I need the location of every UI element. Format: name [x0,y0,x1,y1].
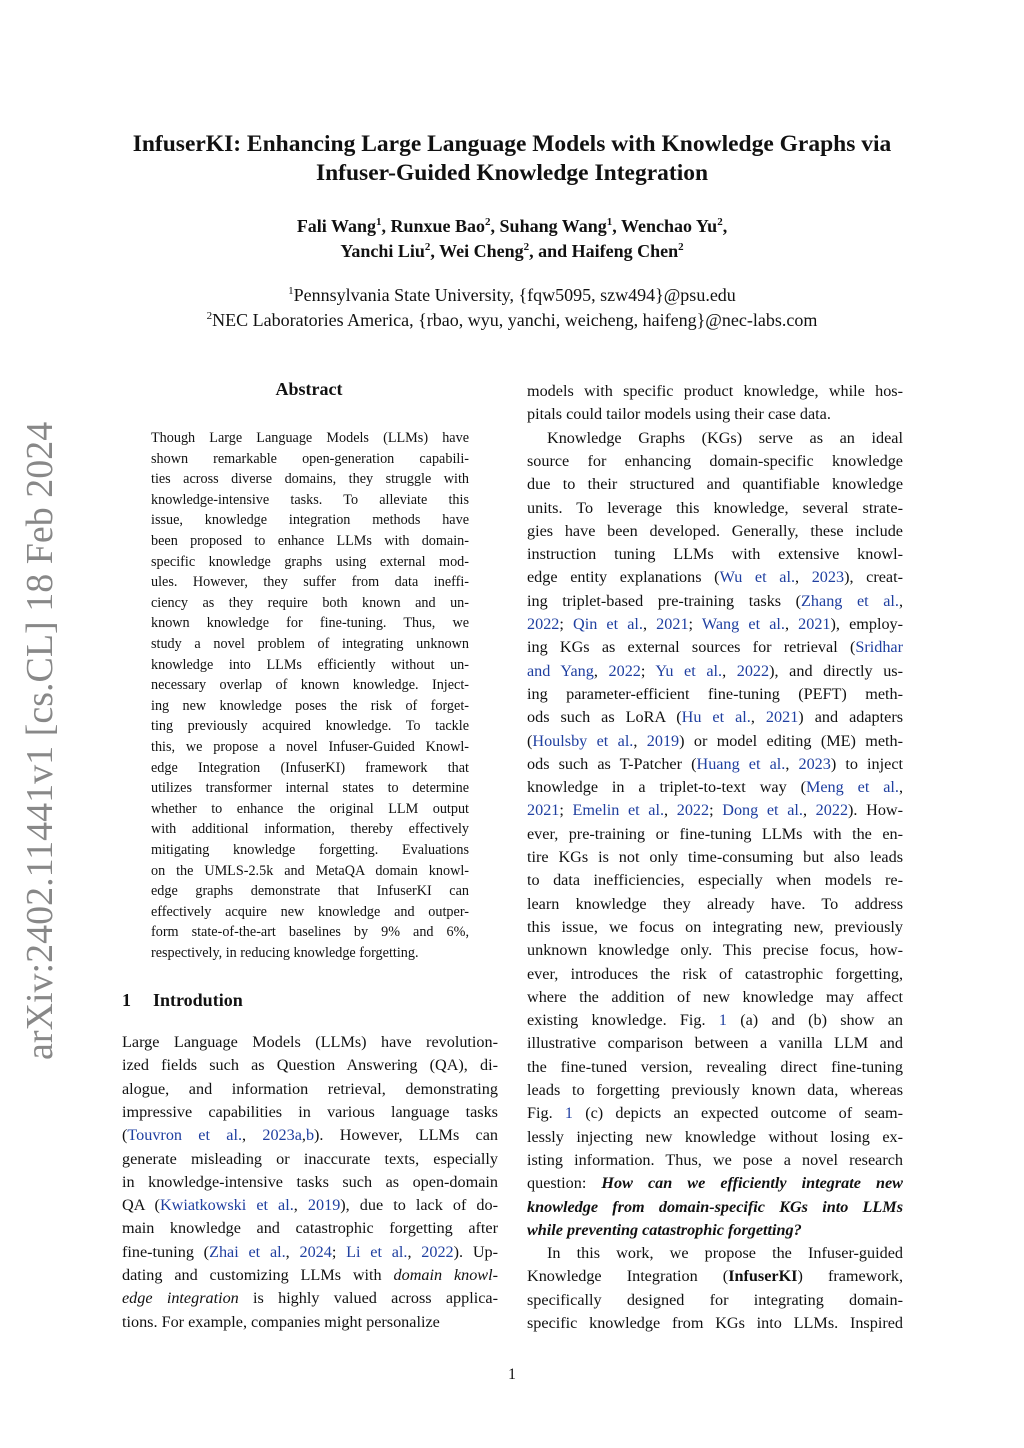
author-name: Haifeng Chen [571,241,679,261]
author-name: Wenchao Yu [620,216,718,236]
text-span: , [898,591,903,610]
text-span: How can we efficiently integrate new [601,1174,903,1193]
text-line [122,1311,498,1334]
citation-link[interactable]: 1 [564,1104,573,1123]
text-span: ing parameter-efficient fine-tuning (PEFT) meth- [527,684,903,703]
text-line [527,916,903,939]
text-span: fine-tuning ( [122,1242,210,1261]
abstract-line: whether to enhance the original LLM output [151,800,469,817]
author-separator: , [722,216,728,236]
text-line [527,799,903,822]
text-line [122,1124,498,1147]
author-name: Fali Wang [296,216,377,236]
text-line [122,1287,498,1310]
text-span: , [795,568,812,587]
author-name: Yanchi Liu [340,241,425,261]
text-span: specifically designed for integrating domain- [527,1290,903,1309]
text-span: ized fields such as Question Answering (QA), di- [122,1056,498,1075]
text-span: , [293,1196,308,1215]
text-line [527,1219,903,1242]
text-span: lessly injecting new knowledge without losing ex- [527,1127,903,1146]
affiliation-1 [80,283,944,308]
text-span: ; [688,615,702,633]
text-span: tions. For example, companies might personalize [122,1312,440,1331]
text-span: Fig. [527,1104,565,1123]
text-span: ( [122,1126,128,1145]
page-number: 1 [508,1366,516,1383]
text-span: edge entity explanations ( [527,568,720,587]
text-line [527,730,903,753]
paper-title [100,130,924,188]
text-span: , [784,615,799,633]
citation-link[interactable]: 2021 [656,615,689,633]
text-line [527,1312,903,1335]
text-span: pitals could tailor models using their case data. [527,405,831,424]
citation-link[interactable]: 1 [718,1011,727,1030]
text-line [527,1172,903,1195]
text-line [122,1217,498,1240]
text-span: , [593,661,609,680]
text-span: learn knowledge they already have. To address [527,894,903,913]
text-line [527,1032,903,1055]
text-line [527,869,903,892]
text-span: ; [331,1242,347,1261]
text-span: units. To leverage this knowledge, several strate- [527,498,903,517]
abstract-line: Though Large Language Models (LLMs) have [151,430,469,446]
citation-link[interactable]: 2022 [676,801,710,820]
citation-link[interactable]: 2021 [527,801,560,820]
text-span: , [407,1242,422,1261]
citation-link[interactable]: 2022 [608,661,641,680]
abstract-line: with additional information, thereby effectively [151,821,469,838]
text-span: existing knowledge. Fig. [527,1011,719,1030]
text-span: Knowledge Integration ( [527,1267,729,1286]
text-span: generate misleading or inaccurate texts, especially [122,1149,498,1168]
text-line [122,1241,498,1264]
text-line [527,1056,903,1079]
author-affiliation-mark: 2 [717,216,723,228]
citation-link[interactable]: Qin et al. [573,615,643,633]
text-line [527,823,903,846]
text-span: models with specific product knowledge, while hos- [527,382,903,400]
text-span: specific knowledge from KGs into LLMs. Inspired [527,1314,903,1332]
authors-line-2 [100,239,924,264]
text-line [122,1264,498,1287]
text-span: ods such as LoRA ( [527,708,682,727]
text-span: where the addition of new knowledge may affect [527,987,903,1006]
citation-link[interactable]: 2021 [798,615,831,633]
text-line [527,660,903,683]
author-name: Wei Cheng [439,241,524,261]
abstract-line: known knowledge for fine-tuning. Thus, we [151,615,469,632]
authors-line-1 [100,214,924,239]
citation-link[interactable]: Zhai et al. [209,1242,286,1261]
text-span: ), employ- [830,615,904,633]
author-separator: , and [529,241,572,261]
text-line [527,1265,903,1288]
abstract-line: ciency as they require both known and un- [151,594,469,611]
citation-link[interactable]: Meng et al. [805,778,899,797]
text-span: ), and directly us- [769,661,904,680]
text-span: QA ( [122,1196,160,1215]
abstract-line: ties across diverse domains, they struggle with [151,471,469,488]
author-separator: , [430,241,440,261]
text-span: illustrative comparison between a vanilla LLM and [527,1034,903,1053]
abstract-line: on the UMLS-2.5k and MetaQA domain knowl- [151,862,469,879]
citation-link[interactable]: Wang et al. [701,615,785,633]
text-line [527,1009,903,1032]
text-span: InfuserKI [728,1267,798,1286]
text-span: , [750,708,766,727]
arxiv-stamp: arXiv:2402.11441v1 [cs.CL] 18 Feb 2024 [19,421,61,1060]
affiliation-2-text: NEC Laboratories America, {rbao, wyu, yanchi, weicheng, haifeng}@nec-labs.com [212,310,818,330]
author-affiliation-mark: 2 [523,241,530,253]
text-span: (a) and (b) show an [726,1011,903,1030]
abstract-line: effectively acquire new knowledge and outper- [151,903,469,920]
text-span: , [898,778,903,797]
text-span: gies have been developed. Generally, these include [527,521,903,540]
author-list [100,214,924,264]
citation-link[interactable]: 2022 [527,615,560,633]
text-span: ing triplet-based pre-training tasks ( [527,591,802,610]
citation-link[interactable]: Dong et al. [722,801,803,820]
text-line [527,683,903,706]
abstract-line: edge Integration (InfuserKI) framework that [151,759,469,776]
citation-link[interactable]: Houlsby et al. [532,731,634,750]
text-line [527,497,903,520]
text-line [527,963,903,986]
text-line [527,403,903,426]
abstract-line: ting previously acquired knowledge. To tackle [151,718,469,735]
citation-link[interactable]: Wu et al. [719,568,795,587]
author-affiliation-mark: 2 [485,216,491,228]
text-line [122,1031,498,1054]
text-span: source for enhancing domain-specific knowledge [527,451,903,470]
text-span: due to their structured and quantifiable knowledge [527,475,903,494]
text-span: ) framework, [797,1267,903,1286]
citation-link[interactable]: 2023a [262,1126,302,1145]
text-span: while preventing catastrophic forgetting? [527,1220,802,1239]
text-line [527,776,903,799]
text-span: ). How- [848,801,903,820]
citation-link[interactable]: Li et al. [346,1242,408,1261]
text-span: (c) depicts an expected outcome of seam- [572,1104,903,1123]
text-line [122,1078,498,1101]
citation-link[interactable]: 2019 [307,1196,341,1215]
text-span: tire KGs is not only time-consuming but also leads [527,848,903,866]
text-line [527,1126,903,1149]
abstract-heading: Abstract [275,379,343,399]
section-title: Introdution [153,990,243,1010]
text-line [527,613,903,636]
author-separator: , [612,216,621,236]
abstract-line: respectively, in reducing knowledge forgetting. [151,945,419,961]
title-line-2: Infuser-Guided Knowledge Integration [315,160,709,186]
text-span: ever, pre-training or fine-tuning LLMs with the en- [527,824,903,843]
text-span: ), creat- [844,568,903,587]
text-span: ods such as T-Patcher ( [527,754,697,773]
text-line [527,706,903,729]
text-line [527,450,903,473]
text-line [527,543,903,566]
text-span: leads to forgetting previously known data, whereas [527,1081,903,1099]
abstract-line: mitigating knowledge forgetting. Evaluations [151,842,469,858]
author-affiliation-mark: 1 [606,216,613,228]
text-line [527,1242,903,1265]
text-line [527,753,903,776]
abstract-line: utilizes transformer internal states to determine [151,780,469,797]
text-span: , [785,754,799,773]
text-span: Large Language Models (LLMs) have revolution- [122,1033,498,1051]
text-span: knowledge from domain-specific KGs into LLMs [527,1197,903,1216]
text-span: ) or model editing (ME) meth- [679,731,903,750]
text-line [527,427,903,450]
text-line [527,939,903,962]
title-line-1: InfuserKI: Enhancing Large Language Models with Knowledge Graphs via [132,131,892,157]
abstract-line: knowledge-intensive tasks. To alleviate this [151,491,469,508]
text-span: Knowledge Graphs (KGs) serve as an ideal [547,428,903,447]
text-span: domain knowl- [393,1266,498,1284]
text-line [527,1289,903,1312]
author-name: Runxue Bao [390,216,486,236]
text-span: , [633,731,647,750]
section-number: 1 [122,990,131,1010]
text-span: this issue, we focus on integrating new, previously [527,917,903,936]
text-line [527,846,903,869]
citation-link[interactable]: Yu et al. [655,661,723,680]
abstract-line: study a novel problem of integrating unknown [151,636,469,652]
text-line [122,1101,498,1124]
text-line [527,380,903,403]
author-affiliation-mark: 1 [376,216,382,228]
text-line [122,1054,498,1077]
abstract-line: knowledge into LLMs efficiently without un- [151,656,469,673]
text-span: , [242,1126,263,1145]
affiliation-2 [80,308,944,333]
text-line [527,1102,903,1125]
text-span: ) and adapters [798,708,904,727]
citation-link[interactable]: 2023 [798,754,831,773]
text-span: ; [559,615,574,633]
text-span: ; [709,801,723,820]
citation-link[interactable]: Kwiatkowski et al. [159,1196,294,1215]
text-span: ) to inject [830,754,903,773]
abstract-line: shown remarkable open-generation capabili- [151,450,469,467]
text-span: alogue, and information retrieval, demonstrating [122,1079,498,1098]
abstract-line: edge graphs demonstrate that InfuserKI can [151,883,469,900]
citation-link[interactable]: 2023 [811,568,845,587]
author-separator: , [490,216,500,236]
citation-link[interactable]: 2022 [421,1242,454,1261]
text-line [527,986,903,1009]
citation-link[interactable]: 2024 [299,1242,332,1261]
author-name: Suhang Wang [499,216,607,236]
text-span: ( [527,731,533,750]
citation-link[interactable]: 2021 [765,708,799,727]
author-affiliation-mark: 2 [424,241,431,253]
text-line [527,893,903,916]
text-line [122,1171,498,1194]
citation-link[interactable]: 2022 [736,661,770,680]
citation-link[interactable]: Hu et al. [681,708,751,727]
citation-link[interactable]: Emelin et al. [572,801,665,820]
text-span: In this work, we propose the Infuser-guided [547,1244,903,1263]
text-span: dating and customizing LLMs with [122,1266,394,1284]
text-span: ). Up- [453,1242,499,1261]
abstract-line: ules. However, they suffer from data ineffi- [151,574,469,591]
affiliation-1-text: Pennsylvania State University, {fqw5095, szw494}@psu.edu [293,285,736,305]
text-span: ; [559,801,573,820]
abstract-line: ing new knowledge poses the risk of forget- [151,697,469,714]
text-span: ; [640,661,656,680]
text-span: , [642,615,657,633]
author-separator: , [381,216,391,236]
affiliations [80,283,944,333]
text-span: , [285,1242,300,1261]
text-span: ing KGs as external sources for retrieval ( [527,638,856,657]
text-line [527,473,903,496]
text-span: ever, introduces the risk of catastrophic forgetting, [527,964,903,983]
text-line [527,566,903,589]
text-span: is highly valued across applica- [238,1289,498,1308]
citation-link[interactable]: Huang et al. [696,754,786,773]
citation-link[interactable]: 2019 [646,731,680,750]
text-span: in knowledge-intensive tasks such as open-domain [122,1172,498,1191]
text-line [122,1194,498,1217]
affiliation-1-mark: 1 [288,285,294,297]
author-affiliation-mark: 2 [678,241,684,253]
text-line [122,1148,498,1171]
text-span: impressive capabilities in various language tasks [122,1102,498,1121]
text-span: , [802,801,816,820]
text-line [527,1079,903,1102]
citation-link[interactable]: Sridhar [855,638,903,657]
text-span: main knowledge and catastrophic forgetting after [122,1219,498,1238]
section-heading-introduction [122,990,243,1011]
text-line [527,520,903,543]
abstract-line: been proposed to enhance LLMs with domain- [151,533,469,549]
text-span: isting information. Thus, we pose a novel research [527,1150,903,1169]
text-span: , [722,661,737,680]
text-line [527,1149,903,1172]
text-span: edge integration [122,1289,239,1308]
text-line [527,636,903,659]
text-line [527,590,903,613]
abstract-line: form state-of-the-art baselines by 9% and 6%, [151,924,469,941]
citation-link[interactable]: 2022 [815,801,849,820]
citation-link[interactable]: Zhang et al. [801,591,899,610]
text-span: knowledge in a triplet-to-text way ( [527,778,806,797]
citation-link[interactable]: Touvron et al. [127,1126,242,1145]
text-span: ). However, LLMs can [314,1126,499,1145]
abstract-line: necessary overlap of known knowledge. Inject- [151,677,469,694]
text-span: , [664,801,677,820]
text-span: to data inefficiencies, especially when models re- [527,871,903,890]
abstract-line: issue, knowledge integration methods have [151,512,469,529]
text-span: ), due to lack of do- [340,1196,498,1215]
affiliation-2-mark: 2 [206,310,213,322]
text-span: , [301,1126,306,1145]
text-line [527,1196,903,1219]
text-span: unknown knowledge only. This precise focus, how- [527,941,903,960]
abstract-line: specific knowledge graphs using external mod- [151,553,469,570]
abstract-line: this, we propose a novel Infuser-Guided Knowl- [151,739,469,755]
text-span: question: [527,1174,602,1193]
text-span: instruction tuning LLMs with extensive knowl- [527,545,903,564]
text-span: the fine-tuned version, revealing direct fine-tuning [527,1057,903,1076]
citation-link[interactable]: b [305,1126,315,1145]
citation-link[interactable]: and Yang [527,661,594,680]
